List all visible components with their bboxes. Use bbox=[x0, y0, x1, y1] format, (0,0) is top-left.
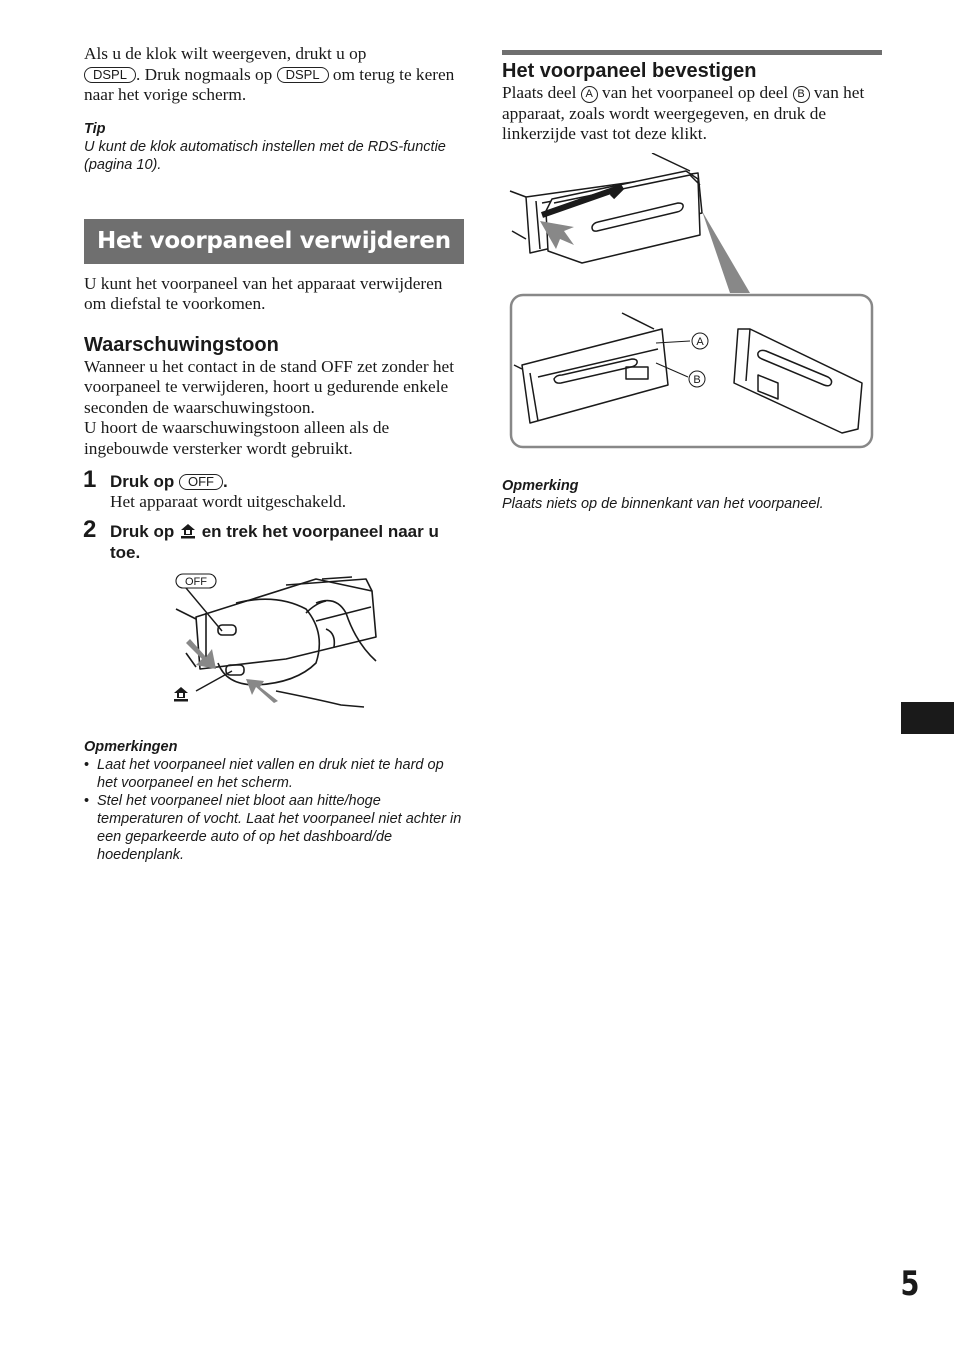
note-item: • Stel het voorpaneel niet bloot aan hitte/hoge temperaturen of vocht. Laat het voorpaneel niet achter in een geparkeerde auto of op het dashboard/de hoedenplank. bbox=[84, 792, 464, 864]
step-2 bbox=[83, 515, 464, 563]
attach-note bbox=[502, 477, 882, 513]
attach-panel-illustration bbox=[502, 153, 882, 463]
eject-release-icon bbox=[174, 687, 188, 702]
dspl-key: DSPL bbox=[84, 67, 136, 83]
step-detail: Het apparaat wordt uitgeschakeld. bbox=[110, 492, 347, 511]
notes-title: Opmerkingen bbox=[84, 738, 178, 755]
section-intro: U kunt het voorpaneel van het apparaat verwijderen om diefstal te voorkomen. bbox=[84, 273, 443, 313]
section-rule bbox=[502, 50, 882, 55]
eject-release-icon bbox=[179, 523, 197, 539]
clock-intro: Als u de klok wilt weergeven, drukt u op DSPL . Druk nogmaals op DSPL om terug te keren naar het vorige scherm. bbox=[84, 44, 455, 104]
tip-title: Tip bbox=[84, 120, 106, 137]
label-b: B bbox=[793, 86, 810, 103]
figure-label-b: B bbox=[693, 373, 701, 386]
step-number: 1 bbox=[83, 466, 97, 493]
off-key: OFF bbox=[179, 474, 223, 490]
language-thumb-tab bbox=[901, 702, 954, 734]
notes-block bbox=[84, 738, 464, 864]
label-a: A bbox=[581, 86, 598, 103]
warning-heading: Waarschuwingstoon bbox=[84, 333, 279, 356]
attach-heading: Het voorpaneel bevestigen bbox=[502, 60, 757, 82]
figure-off-label: OFF bbox=[185, 575, 207, 588]
tip-block bbox=[84, 120, 464, 174]
attach-text: Plaats deel A van het voorpaneel op deel B van het apparaat, zoals wordt weergegeven, en druk de linkerzijde vast tot deze klikt. bbox=[502, 83, 865, 143]
page-number: 5 bbox=[900, 1264, 920, 1304]
remove-panel-illustration bbox=[166, 573, 466, 728]
attach-note-text: Plaats niets op de binnenkant van het voorpaneel. bbox=[502, 495, 824, 512]
figure-label-a: A bbox=[696, 335, 704, 348]
push-arrow bbox=[186, 639, 216, 669]
left-column bbox=[84, 44, 464, 864]
tip-text: U kunt de klok automatisch instellen met de RDS-functie (pagina 10). bbox=[84, 138, 446, 173]
warning-text-2: U hoort de waarschuwingstoon alleen als de ingebouwde versterker wordt gebruikt. bbox=[84, 418, 390, 458]
step-title: Druk op OFF . bbox=[110, 472, 228, 491]
step-1 bbox=[83, 466, 464, 513]
callout-pointer bbox=[702, 211, 750, 293]
step-number: 2 bbox=[83, 515, 97, 543]
right-column bbox=[502, 50, 882, 513]
warning-text: Wanneer u het contact in de stand OFF zet zonder het voorpaneel te verwijderen, hoort u gedurende enkele seconden de waarschuwingstoon. bbox=[84, 356, 455, 417]
step-title: Druk op en trek het voorpaneel naar u toe. bbox=[110, 521, 439, 562]
section-banner: Het voorpaneel verwijderen bbox=[84, 219, 464, 264]
dspl-key: DSPL bbox=[277, 67, 329, 83]
note-item: • Laat het voorpaneel niet vallen en druk niet te hard op het voorpaneel en het scherm. bbox=[84, 756, 464, 792]
attach-note-title: Opmerking bbox=[502, 477, 579, 494]
